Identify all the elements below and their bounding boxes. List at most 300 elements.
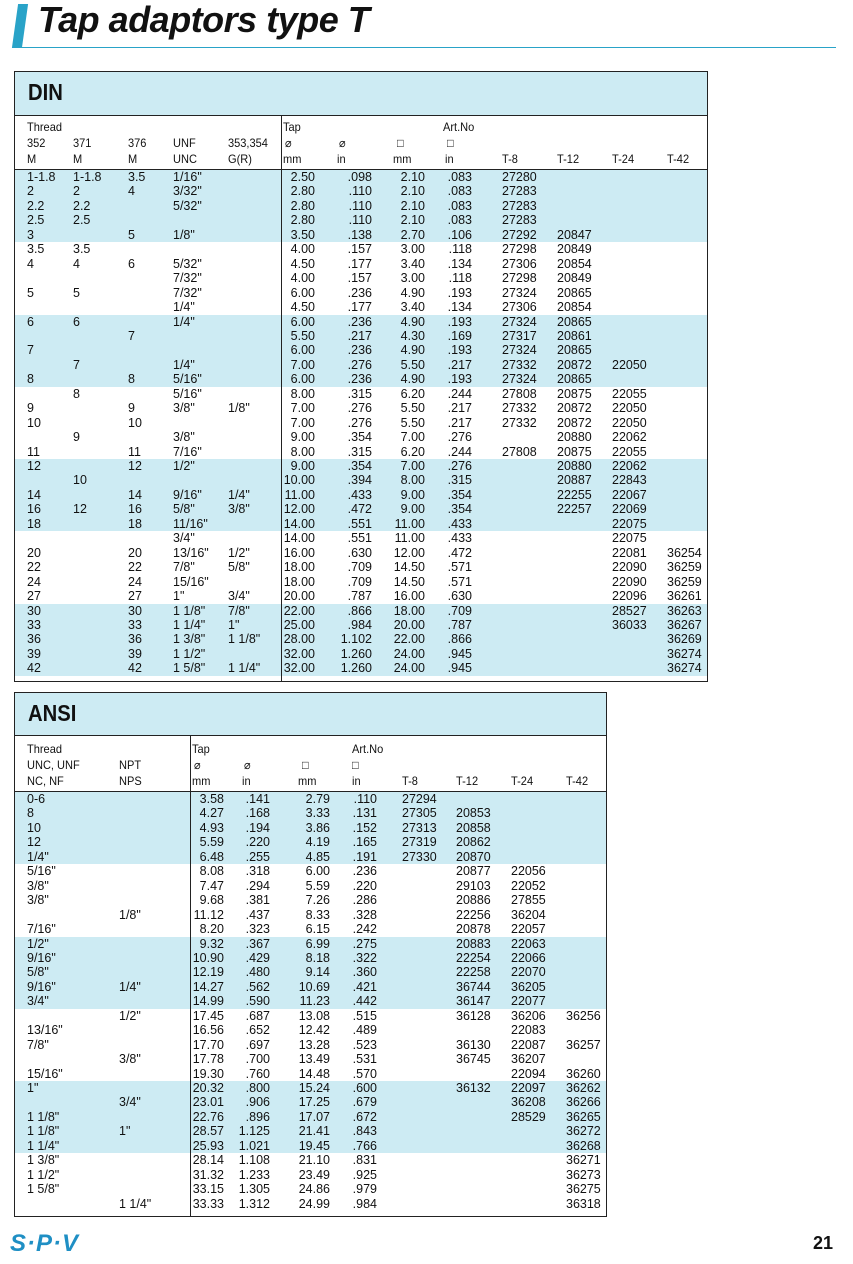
table-cell: 16.56 bbox=[192, 1023, 224, 1038]
table-cell: 27283 bbox=[502, 198, 537, 213]
table-cell: 4.27 bbox=[199, 806, 224, 821]
table-cell: 24.00 bbox=[393, 646, 425, 661]
table-cell: 29103 bbox=[456, 878, 491, 893]
table-cell: 5/32" bbox=[173, 256, 202, 271]
table-cell: .236 bbox=[347, 285, 372, 300]
table-cell: 27332 bbox=[502, 415, 537, 430]
table-cell: 18 bbox=[27, 516, 41, 531]
table-cell: 20854 bbox=[557, 256, 592, 271]
table-row bbox=[15, 445, 707, 459]
table-cell: 11 bbox=[27, 444, 40, 459]
ansi-hdr-artno: Art.No bbox=[352, 742, 384, 756]
table-cell: 14.00 bbox=[283, 516, 315, 531]
table-cell: 14.48 bbox=[298, 1066, 330, 1081]
table-row bbox=[15, 1124, 606, 1138]
table-cell: 27332 bbox=[502, 357, 537, 372]
table-cell: 22052 bbox=[511, 878, 546, 893]
table-cell: 1 5/8" bbox=[27, 1182, 60, 1197]
table-row bbox=[15, 387, 707, 401]
table-cell: .083 bbox=[447, 184, 472, 199]
table-cell: 20870 bbox=[456, 849, 491, 864]
table-cell: 21.10 bbox=[298, 1153, 330, 1168]
table-cell: 2.70 bbox=[400, 227, 425, 242]
table-cell: 36744 bbox=[456, 979, 491, 994]
table-cell: 5.50 bbox=[400, 401, 425, 416]
table-row bbox=[15, 358, 707, 372]
table-row bbox=[15, 199, 707, 213]
table-cell: 4.50 bbox=[290, 256, 315, 271]
table-cell: .787 bbox=[447, 617, 472, 632]
table-cell: .165 bbox=[352, 835, 377, 850]
table-cell: 17.07 bbox=[298, 1109, 330, 1124]
table-cell: .169 bbox=[447, 328, 472, 343]
table-cell: .217 bbox=[447, 415, 472, 430]
table-cell: 3/32" bbox=[173, 184, 202, 199]
table-row bbox=[15, 1052, 606, 1066]
table-cell: 20865 bbox=[557, 314, 592, 329]
table-cell: 27324 bbox=[502, 314, 537, 329]
table-cell: .275 bbox=[352, 936, 377, 951]
table-cell: 22 bbox=[128, 560, 142, 575]
table-cell: 32.00 bbox=[283, 661, 315, 676]
table-cell: 36262 bbox=[566, 1081, 601, 1095]
table-cell: 1 1/8" bbox=[173, 603, 206, 618]
table-cell: 7 bbox=[73, 357, 80, 372]
table-cell: 9/16" bbox=[27, 979, 56, 994]
table-row bbox=[15, 864, 606, 878]
table-cell: .354 bbox=[447, 487, 472, 502]
table-cell: .979 bbox=[352, 1182, 377, 1197]
table-cell: 9/16" bbox=[173, 487, 202, 502]
table-cell: 8 bbox=[27, 372, 34, 387]
table-cell: 36273 bbox=[566, 1167, 601, 1182]
table-cell: .442 bbox=[352, 994, 377, 1009]
table-cell: 39 bbox=[27, 646, 41, 661]
table-cell: 11.00 bbox=[394, 516, 425, 531]
table-cell: 1 1/2" bbox=[27, 1167, 60, 1182]
table-row bbox=[15, 459, 707, 473]
table-cell: 6 bbox=[128, 256, 135, 271]
table-cell: 4.90 bbox=[400, 314, 425, 329]
table-cell: 22081 bbox=[612, 545, 647, 560]
table-cell: 9.32 bbox=[199, 936, 224, 951]
table-cell: 3/8" bbox=[27, 893, 49, 908]
square-icon: □ bbox=[397, 136, 404, 150]
table-cell: 9/16" bbox=[27, 950, 56, 965]
table-cell: .220 bbox=[245, 835, 270, 850]
table-cell: 20875 bbox=[557, 386, 592, 401]
table-cell: 5.59 bbox=[199, 835, 224, 850]
table-cell: 0-6 bbox=[27, 792, 46, 806]
din-table-header bbox=[15, 72, 707, 116]
table-cell: .896 bbox=[245, 1109, 270, 1124]
table-cell: .276 bbox=[347, 401, 372, 416]
table-cell: .354 bbox=[347, 459, 372, 473]
table-cell: 36274 bbox=[667, 661, 702, 676]
din-hdr-mm2: mm bbox=[393, 152, 412, 166]
ansi-hdr-t8: T-8 bbox=[402, 774, 418, 788]
table-cell: 27283 bbox=[502, 184, 537, 199]
table-cell: 24 bbox=[27, 574, 41, 589]
table-cell: 36271 bbox=[566, 1153, 601, 1168]
table-cell: .191 bbox=[352, 849, 377, 864]
table-cell: 17.70 bbox=[192, 1037, 224, 1052]
table-cell: 6.20 bbox=[400, 444, 425, 459]
table-cell: 9.68 bbox=[199, 893, 224, 908]
table-cell: 28529 bbox=[511, 1109, 546, 1124]
table-cell: 27319 bbox=[402, 835, 437, 850]
din-hdr-t24: T-24 bbox=[612, 152, 635, 166]
table-cell: 1/8" bbox=[119, 907, 141, 922]
table-cell: .600 bbox=[352, 1081, 377, 1095]
table-cell: 8 bbox=[27, 806, 34, 821]
table-cell: .152 bbox=[352, 820, 377, 835]
table-cell: 2.2 bbox=[73, 198, 91, 213]
square-icon: □ bbox=[302, 758, 309, 772]
table-cell: 20847 bbox=[557, 227, 592, 242]
table-cell: .193 bbox=[447, 372, 472, 387]
table-cell: 3/4" bbox=[27, 994, 49, 1009]
table-cell: 22.00 bbox=[393, 632, 425, 647]
table-cell: .429 bbox=[245, 950, 270, 965]
table-cell: .360 bbox=[352, 965, 377, 980]
table-cell: 7 bbox=[128, 328, 135, 343]
table-cell: 23.49 bbox=[298, 1167, 330, 1182]
table-cell: 3.00 bbox=[400, 271, 425, 286]
table-cell: .244 bbox=[447, 386, 472, 401]
table-cell: .679 bbox=[352, 1095, 377, 1110]
table-cell: 15/16" bbox=[173, 574, 209, 589]
table-row bbox=[15, 473, 707, 487]
table-cell: .236 bbox=[347, 314, 372, 329]
table-cell: 1.108 bbox=[238, 1153, 270, 1168]
table-cell: 36257 bbox=[566, 1037, 601, 1052]
table-cell: 18.00 bbox=[393, 603, 425, 618]
ansi-hdr-mm1: mm bbox=[192, 774, 211, 788]
table-cell: 1" bbox=[228, 617, 240, 632]
table-cell: 6 bbox=[73, 314, 80, 329]
table-row bbox=[15, 531, 707, 545]
din-table bbox=[14, 71, 708, 682]
table-cell: 7.47 bbox=[199, 878, 224, 893]
table-cell: 1/4" bbox=[27, 849, 49, 864]
table-cell: .276 bbox=[447, 459, 472, 473]
table-cell: .531 bbox=[352, 1052, 377, 1067]
table-cell: 33.33 bbox=[192, 1196, 224, 1211]
table-cell: 13/16" bbox=[173, 545, 209, 560]
table-cell: 20853 bbox=[456, 806, 491, 821]
table-row bbox=[15, 257, 707, 271]
table-cell: 1/4" bbox=[173, 300, 195, 315]
table-cell: 11.00 bbox=[284, 487, 315, 502]
table-cell: 36269 bbox=[667, 632, 702, 647]
table-cell: 1/2" bbox=[228, 545, 250, 560]
table-cell: .984 bbox=[347, 617, 372, 632]
table-cell: 22096 bbox=[612, 589, 647, 604]
table-cell: 16.00 bbox=[283, 545, 315, 560]
table-row bbox=[15, 300, 707, 314]
table-cell: 27305 bbox=[402, 806, 437, 821]
table-cell: 2.10 bbox=[400, 213, 425, 228]
din-hdr-in1: in bbox=[337, 152, 346, 166]
table-cell: 8.00 bbox=[290, 444, 315, 459]
table-cell: 5/8" bbox=[27, 965, 49, 980]
din-hdr-352: 352 bbox=[27, 136, 46, 150]
table-cell: 22075 bbox=[612, 531, 647, 546]
table-cell: 36206 bbox=[511, 1008, 546, 1023]
table-cell: .220 bbox=[352, 878, 377, 893]
table-cell: 12.00 bbox=[283, 502, 315, 517]
table-row bbox=[15, 661, 707, 675]
table-cell: 36128 bbox=[456, 1008, 491, 1023]
table-cell: .866 bbox=[347, 603, 372, 618]
table-cell: 20862 bbox=[456, 835, 491, 850]
table-cell: .945 bbox=[447, 661, 472, 676]
table-cell: 27298 bbox=[502, 271, 537, 286]
table-cell: 33.15 bbox=[192, 1182, 224, 1197]
table-cell: 28.00 bbox=[283, 632, 315, 647]
diameter-icon: ⌀ bbox=[285, 136, 292, 150]
table-cell: 27313 bbox=[402, 820, 437, 835]
table-cell: 1.260 bbox=[340, 661, 372, 676]
table-cell: 5 bbox=[73, 285, 80, 300]
table-cell: 3/4" bbox=[173, 531, 195, 546]
table-cell: 7.00 bbox=[290, 357, 315, 372]
table-cell: 5/8" bbox=[228, 560, 250, 575]
square-icon: □ bbox=[352, 758, 359, 772]
table-cell: 18 bbox=[128, 516, 142, 531]
table-cell: 4 bbox=[73, 256, 80, 271]
table-cell: .083 bbox=[447, 198, 472, 213]
table-cell: 22077 bbox=[511, 994, 546, 1009]
table-cell: 20 bbox=[27, 545, 41, 560]
table-cell: .630 bbox=[447, 589, 472, 604]
table-cell: 20.32 bbox=[192, 1081, 224, 1095]
table-cell: 2.5 bbox=[27, 213, 45, 228]
table-cell: .571 bbox=[447, 574, 472, 589]
table-cell: 20872 bbox=[557, 401, 592, 416]
table-row bbox=[15, 821, 606, 835]
table-cell: 7.00 bbox=[400, 459, 425, 473]
table-cell: .906 bbox=[245, 1095, 270, 1110]
din-hdr-371: 371 bbox=[73, 136, 92, 150]
table-cell: 1.125 bbox=[238, 1124, 270, 1139]
table-row bbox=[15, 922, 606, 936]
table-cell: 36207 bbox=[511, 1052, 546, 1067]
table-cell: 7.00 bbox=[290, 415, 315, 430]
din-hdr-m1: M bbox=[27, 152, 37, 166]
table-cell: 27294 bbox=[402, 792, 437, 806]
table-row bbox=[15, 879, 606, 893]
table-cell: .157 bbox=[347, 242, 372, 257]
table-cell: 5.59 bbox=[305, 878, 330, 893]
table-cell: .551 bbox=[347, 531, 372, 546]
table-cell: .217 bbox=[447, 357, 472, 372]
table-cell: 3.5 bbox=[27, 242, 45, 257]
table-cell: .217 bbox=[347, 328, 372, 343]
table-cell: 20865 bbox=[557, 285, 592, 300]
table-cell: 20858 bbox=[456, 820, 491, 835]
table-cell: .106 bbox=[447, 227, 472, 242]
table-row bbox=[15, 430, 707, 444]
table-cell: .652 bbox=[245, 1023, 270, 1038]
table-cell: 5 bbox=[27, 285, 34, 300]
table-cell: 13.08 bbox=[298, 1008, 330, 1023]
table-cell: 1.021 bbox=[238, 1138, 270, 1153]
table-cell: 36130 bbox=[456, 1037, 491, 1052]
table-cell: 36318 bbox=[566, 1196, 601, 1211]
table-cell: 27317 bbox=[502, 328, 537, 343]
title-accent-bar bbox=[12, 4, 28, 48]
table-cell: 3/8" bbox=[27, 878, 49, 893]
table-row bbox=[15, 1139, 606, 1153]
table-cell: 3.33 bbox=[305, 806, 330, 821]
din-hdr-mm1: mm bbox=[283, 152, 302, 166]
table-cell: .118 bbox=[448, 242, 472, 257]
table-cell: 18.00 bbox=[283, 560, 315, 575]
table-cell: 20880 bbox=[557, 459, 592, 473]
table-cell: 1 1/8" bbox=[27, 1109, 60, 1124]
table-cell: 27855 bbox=[511, 893, 546, 908]
table-cell: 13.28 bbox=[298, 1037, 330, 1052]
table-cell: 27306 bbox=[502, 256, 537, 271]
table-cell: .630 bbox=[347, 545, 372, 560]
table-cell: 17.78 bbox=[192, 1052, 224, 1067]
table-row bbox=[15, 1038, 606, 1052]
ansi-hdr-in2: in bbox=[352, 774, 361, 788]
table-cell: 6.20 bbox=[400, 386, 425, 401]
table-cell: 4.90 bbox=[400, 372, 425, 387]
table-cell: .157 bbox=[347, 271, 372, 286]
page-title: Tap adaptors type T bbox=[38, 0, 370, 40]
table-cell: .354 bbox=[447, 502, 472, 517]
table-cell: 22069 bbox=[612, 502, 647, 517]
table-cell: .354 bbox=[347, 430, 372, 445]
table-cell: 24.00 bbox=[393, 661, 425, 676]
table-cell: 11.00 bbox=[394, 531, 425, 546]
table-cell: 1/2" bbox=[119, 1008, 141, 1023]
ansi-table-header bbox=[15, 693, 606, 736]
table-cell: 20877 bbox=[456, 864, 491, 879]
table-cell: .315 bbox=[447, 473, 472, 488]
table-cell: 12 bbox=[27, 459, 41, 473]
table-cell: .433 bbox=[447, 531, 472, 546]
table-cell: 10.69 bbox=[298, 979, 330, 994]
table-cell: .800 bbox=[245, 1081, 270, 1095]
table-row bbox=[15, 850, 606, 864]
table-cell: .381 bbox=[245, 893, 270, 908]
table-row bbox=[15, 170, 707, 184]
table-cell: .134 bbox=[447, 300, 472, 315]
spv-logo: S·P·V bbox=[10, 1230, 80, 1257]
table-cell: 4.19 bbox=[305, 835, 330, 850]
table-cell: 12 bbox=[27, 835, 41, 850]
table-cell: .515 bbox=[352, 1008, 377, 1023]
table-cell: 7/8" bbox=[173, 560, 195, 575]
table-cell: .570 bbox=[352, 1066, 377, 1081]
table-cell: 33 bbox=[128, 617, 142, 632]
table-cell: 12.42 bbox=[298, 1023, 330, 1038]
table-cell: 27280 bbox=[502, 170, 537, 184]
din-hdr-unf: UNF bbox=[173, 136, 196, 150]
table-cell: .193 bbox=[447, 285, 472, 300]
table-cell: 7 bbox=[27, 343, 34, 358]
table-cell: 28.57 bbox=[192, 1124, 224, 1139]
table-cell: 1 1/8" bbox=[27, 1124, 60, 1139]
table-row bbox=[15, 416, 707, 430]
table-cell: 36275 bbox=[566, 1182, 601, 1197]
table-cell: 1" bbox=[27, 1081, 39, 1095]
table-cell: 27283 bbox=[502, 213, 537, 228]
table-cell: .322 bbox=[352, 950, 377, 965]
table-row bbox=[15, 893, 606, 907]
table-cell: 8.08 bbox=[199, 864, 224, 879]
table-cell: .760 bbox=[245, 1066, 270, 1081]
table-cell: 3.5 bbox=[128, 170, 146, 184]
table-cell: 27324 bbox=[502, 372, 537, 387]
table-cell: .194 bbox=[245, 820, 270, 835]
din-hdr-t42: T-42 bbox=[667, 152, 690, 166]
table-cell: .328 bbox=[352, 907, 377, 922]
table-cell: 7.00 bbox=[290, 401, 315, 416]
table-cell: 2.80 bbox=[290, 213, 315, 228]
table-cell: 8 bbox=[128, 372, 135, 387]
table-cell: .083 bbox=[447, 170, 472, 184]
table-cell: .315 bbox=[347, 386, 372, 401]
table-cell: .141 bbox=[245, 792, 270, 806]
table-cell: 8.18 bbox=[305, 950, 330, 965]
table-row bbox=[15, 488, 707, 502]
table-cell: .925 bbox=[352, 1167, 377, 1182]
table-cell: 20872 bbox=[557, 415, 592, 430]
table-cell: .276 bbox=[347, 357, 372, 372]
table-cell: 8.00 bbox=[400, 473, 425, 488]
table-cell: 2.10 bbox=[400, 170, 425, 184]
din-hdr-m2: M bbox=[73, 152, 83, 166]
table-cell: 6.15 bbox=[305, 922, 330, 937]
table-cell: 20854 bbox=[557, 300, 592, 315]
table-cell: .083 bbox=[447, 213, 472, 228]
table-cell: .276 bbox=[447, 430, 472, 445]
table-cell: 20878 bbox=[456, 922, 491, 937]
table-cell: 4.00 bbox=[290, 271, 315, 286]
table-row bbox=[15, 806, 606, 820]
ansi-hdr-t12: T-12 bbox=[456, 774, 479, 788]
table-cell: .367 bbox=[245, 936, 270, 951]
table-cell: 28.14 bbox=[192, 1153, 224, 1168]
table-cell: 7/16" bbox=[27, 922, 56, 937]
table-cell: 7/32" bbox=[173, 271, 202, 286]
table-cell: 22062 bbox=[612, 430, 647, 445]
table-row bbox=[15, 937, 606, 951]
din-hdr-m3: M bbox=[128, 152, 138, 166]
table-cell: 16 bbox=[128, 502, 142, 517]
table-cell: 1/4" bbox=[173, 314, 195, 329]
table-cell: 5/32" bbox=[173, 198, 202, 213]
table-cell: 6 bbox=[27, 314, 34, 329]
table-cell: .984 bbox=[352, 1196, 377, 1211]
table-cell: 12 bbox=[73, 502, 87, 517]
table-cell: 22087 bbox=[511, 1037, 546, 1052]
table-row bbox=[15, 618, 707, 632]
table-cell: 22094 bbox=[511, 1066, 546, 1081]
table-cell: .843 bbox=[352, 1124, 377, 1139]
ansi-hdr-t42: T-42 bbox=[566, 774, 589, 788]
table-row bbox=[15, 994, 606, 1008]
table-cell: 5/16" bbox=[173, 386, 202, 401]
table-cell: 9.00 bbox=[400, 502, 425, 517]
table-cell: 9.00 bbox=[400, 487, 425, 502]
